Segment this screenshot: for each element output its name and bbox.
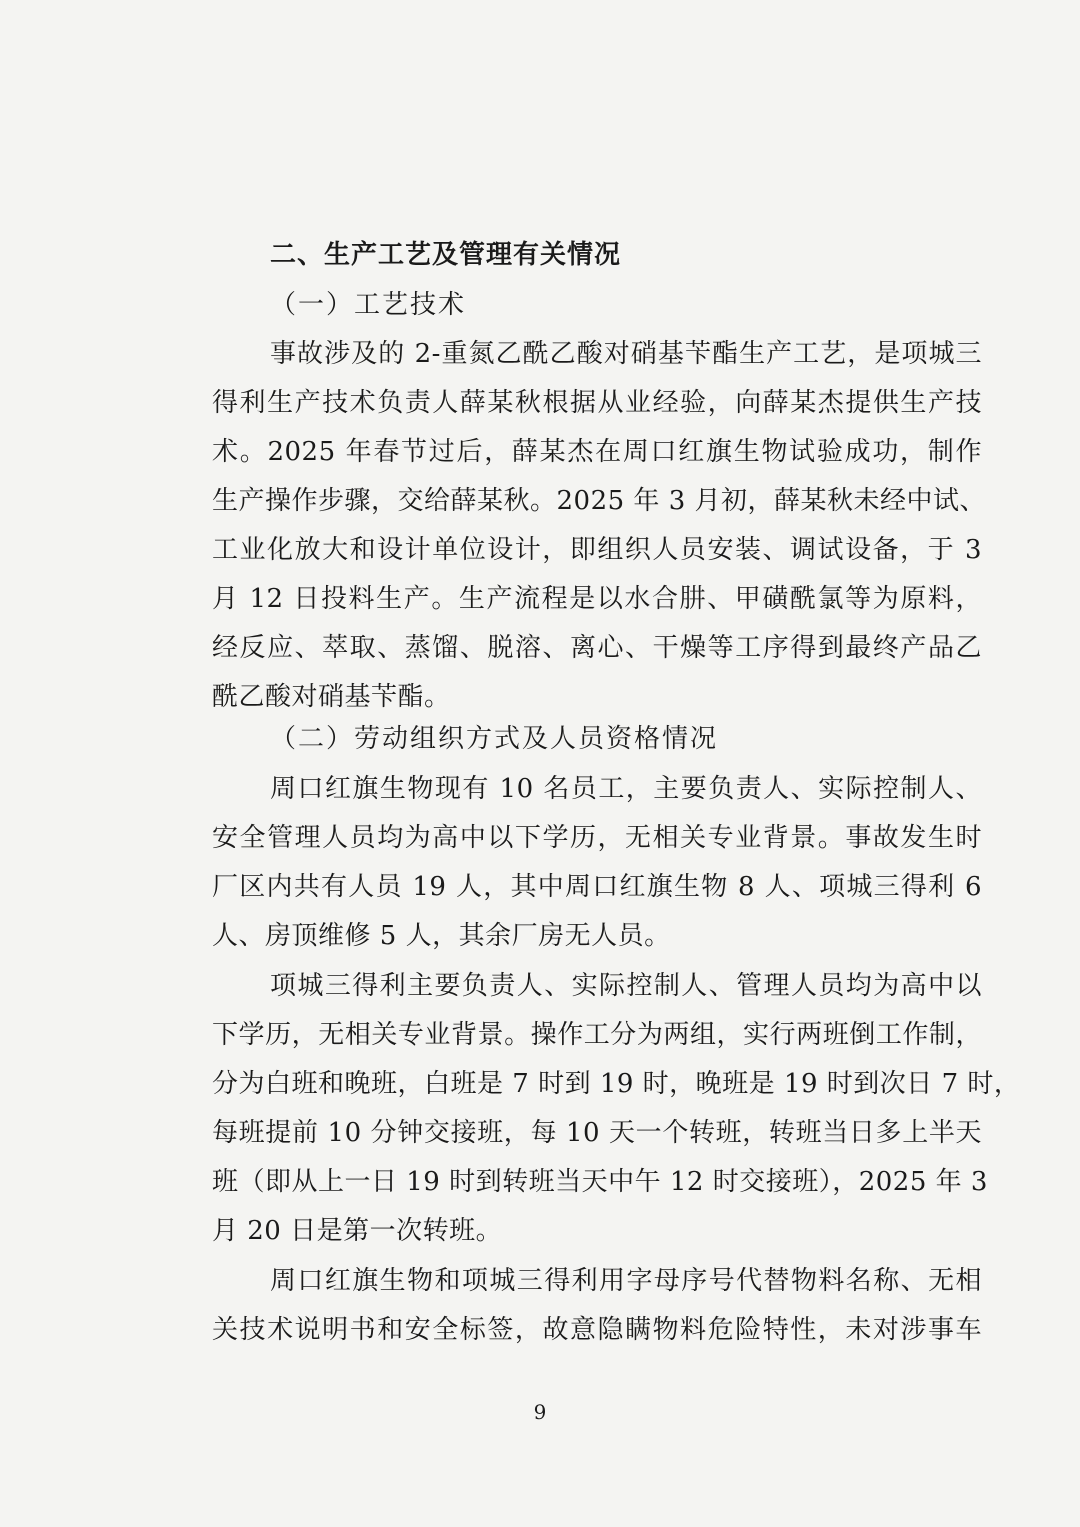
paragraph-line: 经反应、萃取、蒸馏、脱溶、离心、干燥等工序得到最终产品乙 — [212, 633, 982, 663]
paragraph-line: 班（即从上一日 19 时到转班当天中午 12 时交接班），2025 年 3 — [212, 1167, 988, 1197]
paragraph-line: 酰乙酸对硝基苄酯。 — [212, 682, 451, 712]
paragraph-line: 人、房顶维修 5 人，其余厂房无人员。 — [212, 921, 671, 951]
paragraph-line: 得利生产技术负责人薛某秋根据从业经验，向薛某杰提供生产技 — [212, 388, 982, 418]
paragraph-line: 分为白班和晚班，白班是 7 时到 19 时，晚班是 19 时到次日 7 时， — [212, 1069, 1021, 1099]
subsection-title-labor: （二）劳动组织方式及人员资格情况 — [270, 724, 719, 754]
page-number: 9 — [533, 1400, 547, 1424]
paragraph-line: 下学历，无相关专业背景。操作工分为两组，实行两班倒工作制， — [212, 1020, 982, 1050]
subsection-title-process: （一）工艺技术 — [270, 290, 467, 320]
paragraph-line: 月 20 日是第一次转班。 — [212, 1216, 503, 1246]
paragraph-line: 术。2025 年春节过后，薛某杰在周口红旗生物试验成功，制作 — [212, 437, 982, 467]
section-title: 二、生产工艺及管理有关情况 — [270, 240, 622, 270]
paragraph-line: 月 12 日投料生产。生产流程是以水合肼、甲磺酰氯等为原料， — [212, 584, 982, 614]
paragraph-line: 项城三得利主要负责人、实际控制人、管理人员均为高中以 — [270, 971, 982, 1001]
paragraph-line: 工业化放大和设计单位设计，即组织人员安装、调试设备，于 3 — [212, 535, 982, 565]
paragraph-line: 事故涉及的 2-重氮乙酰乙酸对硝基苄酯生产工艺，是项城三 — [270, 339, 982, 369]
paragraph-line: 安全管理人员均为高中以下学历，无相关专业背景。事故发生时 — [212, 823, 982, 853]
paragraph-line: 关技术说明书和安全标签，故意隐瞒物料危险特性，未对涉事车 — [212, 1315, 982, 1345]
paragraph-line: 周口红旗生物现有 10 名员工，主要负责人、实际控制人、 — [270, 774, 982, 804]
paragraph-line: 厂区内共有人员 19 人，其中周口红旗生物 8 人、项城三得利 6 — [212, 872, 982, 902]
paragraph-line: 周口红旗生物和项城三得利用字母序号代替物料名称、无相 — [270, 1266, 982, 1296]
paragraph-line: 生产操作步骤，交给薛某秋。2025 年 3 月初，薛某秋未经中试、 — [212, 486, 987, 516]
paragraph-line: 每班提前 10 分钟交接班，每 10 天一个转班，转班当日多上半天 — [212, 1118, 982, 1148]
